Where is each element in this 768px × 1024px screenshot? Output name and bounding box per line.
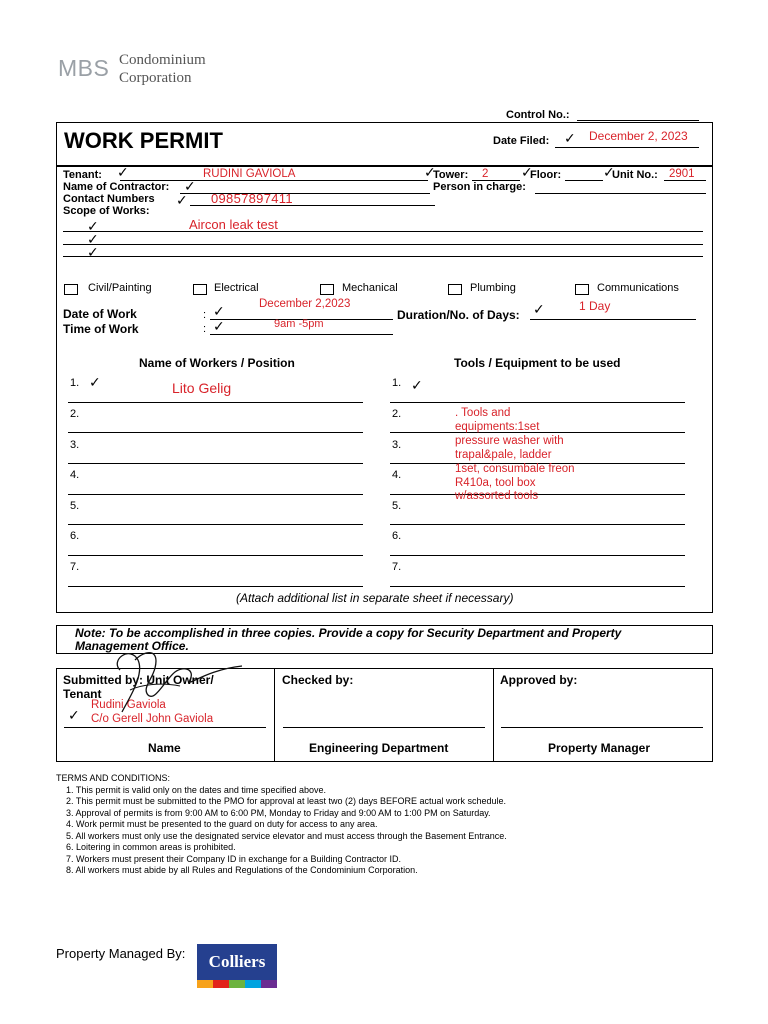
terms-title: TERMS AND CONDITIONS: xyxy=(56,773,171,783)
date-of-work-value: December 2,2023 xyxy=(259,298,351,310)
mechanical-label: Mechanical xyxy=(342,282,398,294)
tool-number: 3. xyxy=(392,439,402,451)
floor-field[interactable] xyxy=(565,180,603,181)
terms-item: 5. All workers must only use the designated service elevator and must access through the Basement Entrance. xyxy=(66,830,507,841)
check-mark-icon: ✓ xyxy=(68,708,80,724)
tool-line[interactable] xyxy=(390,555,685,556)
unit-no-label: Unit No.: xyxy=(612,169,658,181)
tool-number: 7. xyxy=(392,561,402,573)
worker-line[interactable] xyxy=(68,524,363,525)
check-mark-icon: ✓ xyxy=(117,165,129,181)
contractor-label: Name of Contractor: xyxy=(63,181,170,193)
civil-painting-label: Civil/Painting xyxy=(88,282,152,294)
worker-line[interactable] xyxy=(68,432,363,433)
time-colon: : xyxy=(203,323,207,335)
logo-line-2: Corporation xyxy=(119,70,192,86)
check-mark-icon: ✓ xyxy=(89,375,101,391)
electrical-label: Electrical xyxy=(214,282,259,294)
contact-numbers-label: Contact Numbers xyxy=(63,193,155,205)
handwritten-signature xyxy=(100,640,250,720)
worker-line[interactable] xyxy=(68,463,363,464)
time-of-work-field[interactable] xyxy=(210,334,393,335)
tools-description-line: pressure washer with xyxy=(455,434,564,447)
submitted-by-label-2: Tenant xyxy=(63,687,102,701)
tenant-value: RUDINI GAVIOLA xyxy=(203,168,296,180)
colliers-logo-stripe xyxy=(197,980,277,988)
tools-description-line: trapal&pale, ladder xyxy=(455,448,552,461)
unit-no-value: 2901 xyxy=(669,168,695,180)
tools-description-line: w/assorted tools xyxy=(455,490,539,503)
worker-1-name: Lito Gelig xyxy=(172,380,232,396)
worker-line[interactable] xyxy=(68,586,363,587)
scope-line-1[interactable] xyxy=(63,231,703,232)
tower-label: Tower: xyxy=(433,169,469,181)
terms-and-conditions xyxy=(56,773,507,877)
company-logo xyxy=(58,52,228,92)
submitted-by-label: Submitted by: Unit Owner/ xyxy=(63,673,214,687)
worker-number: 6. xyxy=(70,530,80,542)
worker-line[interactable] xyxy=(68,402,363,403)
date-filed-field[interactable] xyxy=(555,147,699,148)
terms-item: 7. Workers must present their Company ID in exchange for a Building Contractor ID. xyxy=(66,853,401,864)
check-mark-icon: ✓ xyxy=(87,219,99,235)
duration-label: Duration/No. of Days: xyxy=(397,308,520,322)
colliers-logo xyxy=(197,944,277,988)
control-no-label: Control No.: xyxy=(506,109,570,121)
check-mark-icon: ✓ xyxy=(424,165,436,181)
name-caption: Name xyxy=(148,741,181,755)
property-manager-caption: Property Manager xyxy=(548,741,651,755)
scope-line-2[interactable] xyxy=(63,244,703,245)
contact-numbers-value: 09857897411 xyxy=(211,191,293,206)
duration-value: 1 Day xyxy=(579,299,611,313)
note-line-2: Management Office. xyxy=(75,639,189,653)
tool-line[interactable] xyxy=(390,524,685,525)
tools-description-line: . Tools and xyxy=(455,407,511,419)
colliers-logo-text: Colliers xyxy=(208,952,266,971)
time-of-work-label: Time of Work xyxy=(63,322,139,336)
unit-no-field[interactable] xyxy=(664,180,706,181)
tools-description-line: R410a, tool box xyxy=(455,476,536,489)
worker-line[interactable] xyxy=(68,494,363,495)
check-mark-icon: ✓ xyxy=(184,179,196,195)
page-title: WORK PERMIT xyxy=(64,128,223,153)
plumbing-checkbox[interactable] xyxy=(448,284,462,295)
plumbing-label: Plumbing xyxy=(470,282,516,294)
worker-number: 4. xyxy=(70,469,80,481)
tools-description xyxy=(455,407,575,504)
tool-line[interactable] xyxy=(390,586,685,587)
worker-line[interactable] xyxy=(68,555,363,556)
check-mark-icon: ✓ xyxy=(87,245,99,261)
date-of-work-label: Date of Work xyxy=(63,307,137,321)
check-mark-icon: ✓ xyxy=(521,165,533,181)
tower-value: 2 xyxy=(482,168,489,180)
worker-number: 5. xyxy=(70,500,80,512)
logo-line-1: Condominium xyxy=(119,52,206,68)
checked-signature-line[interactable] xyxy=(283,727,485,728)
tools-description-line: equipments:1set xyxy=(455,420,540,433)
check-mark-icon: ✓ xyxy=(176,193,188,209)
check-mark-icon: ✓ xyxy=(603,165,615,181)
workers-header: Name of Workers / Position xyxy=(139,356,295,370)
worker-number: 7. xyxy=(70,561,80,573)
person-in-charge-field[interactable] xyxy=(535,193,706,194)
time-of-work-value: 9am -5pm xyxy=(274,318,324,330)
date-colon: : xyxy=(203,309,207,321)
terms-item: 8. All workers must abide by all Rules and Regulations of the Condominium Corporation. xyxy=(66,865,418,875)
tool-number: 4. xyxy=(392,469,402,481)
date-filed-value: December 2, 2023 xyxy=(589,129,688,143)
approved-by-label: Approved by: xyxy=(500,673,578,687)
tools-header: Tools / Equipment to be used xyxy=(454,356,621,370)
engineering-caption: Engineering Department xyxy=(309,741,449,755)
date-filed-label: Date Filed: xyxy=(493,135,550,147)
tool-number: 6. xyxy=(392,530,402,542)
submitted-name-2: C/o Gerell John Gaviola xyxy=(91,713,214,725)
terms-item: 4. Work permit must be presented to the guard on duty for access to any area. xyxy=(66,819,378,829)
checked-by-label: Checked by: xyxy=(282,673,354,687)
worker-number: 1. xyxy=(70,377,80,389)
main-form-box xyxy=(56,166,713,613)
tool-number: 1. xyxy=(392,377,402,389)
signoff-divider xyxy=(493,668,494,762)
submitted-signature-line[interactable] xyxy=(64,727,266,728)
tool-line[interactable] xyxy=(390,402,685,403)
property-managed-by-label: Property Managed By: xyxy=(56,946,186,961)
person-in-charge-label: Person in charge: xyxy=(433,181,526,193)
tools-description-line: 1set, consumbale freon xyxy=(455,462,575,475)
duration-field[interactable] xyxy=(530,319,696,320)
terms-item: 3. Approval of permits is from 9:00 AM to 6:00 PM, Monday to Friday and 9:00 AM to 1:00 PM on Saturday. xyxy=(66,807,491,818)
signoff-divider xyxy=(274,668,275,762)
note-line-1: Note: To be accomplished in three copies. Provide a copy for Security Department and Property xyxy=(75,626,622,640)
terms-item: 2. This permit must be submitted to the PMO for approval at least two (2) days BEFORE actual work schedule. xyxy=(66,796,507,806)
floor-label: Floor: xyxy=(530,169,562,181)
scope-of-works-label: Scope of Works: xyxy=(63,205,150,217)
approved-signature-line[interactable] xyxy=(501,727,703,728)
worker-number: 2. xyxy=(70,408,80,420)
check-mark-icon: ✓ xyxy=(213,319,225,335)
submitted-name-1: Rudini Gaviola xyxy=(91,699,166,711)
communications-label: Communications xyxy=(597,282,679,294)
mechanical-checkbox[interactable] xyxy=(320,284,334,295)
civil-painting-checkbox[interactable] xyxy=(64,284,78,295)
tool-number: 2. xyxy=(392,408,402,420)
check-mark-icon: ✓ xyxy=(564,131,576,147)
terms-item: 1. This permit is valid only on the dates and time specified above. xyxy=(66,784,326,795)
logo-initials: MBS xyxy=(58,55,110,81)
scope-of-works-value: Aircon leak test xyxy=(189,217,278,232)
electrical-checkbox[interactable] xyxy=(193,284,207,295)
check-mark-icon: ✓ xyxy=(213,304,225,320)
tenant-label: Tenant: xyxy=(63,169,102,181)
check-mark-icon: ✓ xyxy=(533,302,545,318)
communications-checkbox[interactable] xyxy=(575,284,589,295)
control-no-field[interactable] xyxy=(577,120,699,121)
check-mark-icon: ✓ xyxy=(411,378,423,394)
scope-line-3[interactable] xyxy=(63,256,703,257)
tool-number: 5. xyxy=(392,500,402,512)
terms-item: 6. Loitering in common areas is prohibited. xyxy=(66,842,236,852)
check-mark-icon: ✓ xyxy=(87,232,99,248)
worker-number: 3. xyxy=(70,439,80,451)
attach-note: (Attach additional list in separate sheet if necessary) xyxy=(236,591,514,605)
